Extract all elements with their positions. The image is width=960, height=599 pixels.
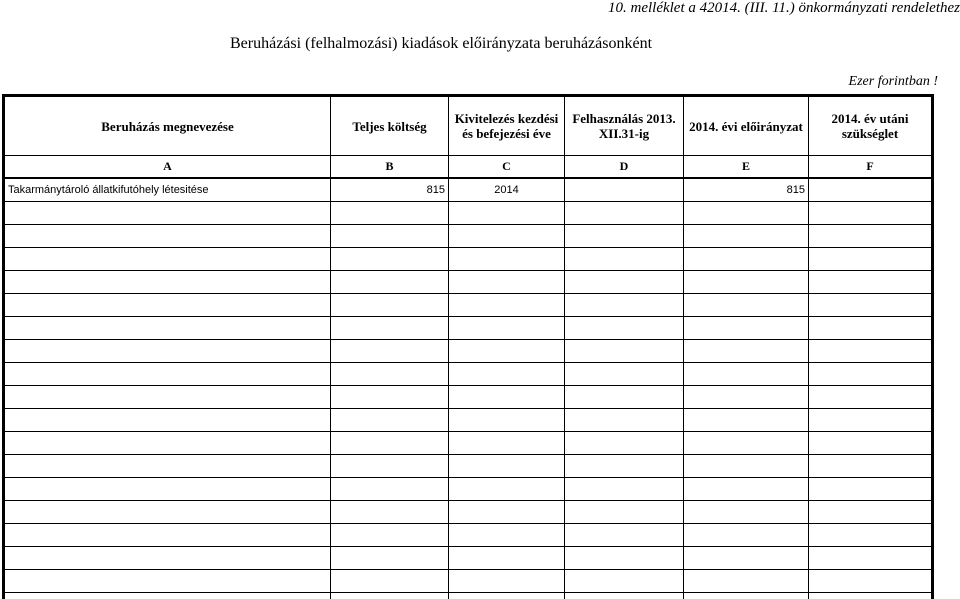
empty-row	[5, 432, 932, 455]
column-letter-row	[5, 156, 932, 179]
empty-cell[interactable]	[331, 478, 449, 501]
empty-row	[5, 225, 932, 248]
empty-cell[interactable]	[809, 455, 932, 478]
empty-cell[interactable]	[565, 455, 684, 478]
empty-cell[interactable]	[449, 386, 565, 409]
empty-cell[interactable]	[809, 570, 932, 593]
header-cell: Felhasználás 2013. XII.31-ig	[565, 97, 684, 156]
empty-cell[interactable]	[809, 478, 932, 501]
empty-row	[5, 593, 932, 599]
investment-table-container	[2, 94, 934, 599]
empty-row	[5, 317, 932, 340]
empty-cell[interactable]	[684, 501, 809, 524]
empty-cell[interactable]	[5, 248, 331, 271]
empty-cell[interactable]	[565, 386, 684, 409]
empty-cell[interactable]	[684, 432, 809, 455]
empty-cell[interactable]	[565, 478, 684, 501]
empty-cell[interactable]	[809, 202, 932, 225]
empty-cell[interactable]	[449, 317, 565, 340]
empty-cell[interactable]	[809, 593, 932, 599]
empty-cell[interactable]	[809, 524, 932, 547]
table-row	[5, 178, 932, 202]
empty-cell[interactable]	[331, 570, 449, 593]
table-cell[interactable]	[809, 178, 932, 202]
table-cell[interactable]: 2014	[449, 178, 565, 202]
table-cell[interactable]: 815	[331, 178, 449, 202]
empty-cell[interactable]	[565, 225, 684, 248]
empty-cell[interactable]	[565, 363, 684, 386]
empty-row	[5, 501, 932, 524]
empty-cell[interactable]	[449, 248, 565, 271]
empty-cell[interactable]	[449, 478, 565, 501]
empty-cell[interactable]	[565, 202, 684, 225]
empty-cell[interactable]	[5, 478, 331, 501]
empty-cell[interactable]	[809, 317, 932, 340]
header-cell: Kivitelezés kezdési és befejezési éve	[449, 97, 565, 156]
column-letter: B	[331, 156, 449, 179]
empty-row	[5, 363, 932, 386]
empty-cell[interactable]	[331, 386, 449, 409]
investment-table	[4, 96, 932, 599]
empty-cell[interactable]	[331, 593, 449, 599]
empty-cell[interactable]	[449, 225, 565, 248]
empty-cell[interactable]	[809, 294, 932, 317]
empty-cell[interactable]	[449, 524, 565, 547]
empty-cell[interactable]	[565, 340, 684, 363]
table-cell[interactable]: Takarmánytároló állatkifutóhely létesitése	[5, 178, 331, 202]
empty-cell[interactable]	[809, 225, 932, 248]
empty-cell[interactable]	[5, 593, 331, 599]
empty-cell[interactable]	[684, 547, 809, 570]
empty-cell[interactable]	[331, 271, 449, 294]
empty-cell[interactable]	[331, 202, 449, 225]
empty-row	[5, 202, 932, 225]
empty-cell[interactable]	[565, 593, 684, 599]
empty-row	[5, 570, 932, 593]
empty-cell[interactable]	[684, 202, 809, 225]
header-cell: 2014. évi előirányzat	[684, 97, 809, 156]
empty-row	[5, 478, 932, 501]
empty-cell[interactable]	[449, 409, 565, 432]
empty-cell[interactable]	[684, 248, 809, 271]
empty-cell[interactable]	[5, 225, 331, 248]
empty-cell[interactable]	[5, 501, 331, 524]
empty-cell[interactable]	[809, 547, 932, 570]
empty-cell[interactable]	[449, 593, 565, 599]
unit-note: Ezer forintban !	[848, 74, 938, 89]
empty-cell[interactable]	[449, 294, 565, 317]
empty-row	[5, 524, 932, 547]
empty-cell[interactable]	[331, 547, 449, 570]
empty-cell[interactable]	[5, 202, 331, 225]
appendix-note: 10. melléklet a 42014. (III. 11.) önkormányzati rendelethez	[608, 0, 960, 16]
empty-cell[interactable]	[5, 570, 331, 593]
empty-cell[interactable]	[565, 524, 684, 547]
empty-cell[interactable]	[684, 593, 809, 599]
empty-cell[interactable]	[565, 501, 684, 524]
empty-cell[interactable]	[5, 524, 331, 547]
empty-cell[interactable]	[565, 271, 684, 294]
empty-cell[interactable]	[331, 455, 449, 478]
empty-cell[interactable]	[565, 570, 684, 593]
empty-cell[interactable]	[565, 317, 684, 340]
empty-cell[interactable]	[809, 386, 932, 409]
empty-cell[interactable]	[684, 271, 809, 294]
empty-row	[5, 455, 932, 478]
empty-cell[interactable]	[684, 363, 809, 386]
empty-cell[interactable]	[565, 248, 684, 271]
empty-cell[interactable]	[331, 432, 449, 455]
empty-cell[interactable]	[809, 340, 932, 363]
empty-cell[interactable]	[684, 340, 809, 363]
empty-row	[5, 248, 932, 271]
empty-cell[interactable]	[449, 363, 565, 386]
empty-cell[interactable]	[5, 432, 331, 455]
table-cell[interactable]: 815	[684, 178, 809, 202]
empty-cell[interactable]	[331, 340, 449, 363]
table-cell[interactable]	[565, 178, 684, 202]
empty-cell[interactable]	[331, 363, 449, 386]
empty-row	[5, 386, 932, 409]
empty-row	[5, 409, 932, 432]
empty-cell[interactable]	[449, 340, 565, 363]
empty-cell[interactable]	[809, 363, 932, 386]
empty-cell[interactable]	[565, 547, 684, 570]
column-letter: C	[449, 156, 565, 179]
empty-cell[interactable]	[684, 317, 809, 340]
empty-cell[interactable]	[684, 455, 809, 478]
empty-cell[interactable]	[684, 386, 809, 409]
empty-cell[interactable]	[449, 271, 565, 294]
empty-cell[interactable]	[809, 501, 932, 524]
empty-cell[interactable]	[565, 294, 684, 317]
empty-cell[interactable]	[331, 248, 449, 271]
empty-cell[interactable]	[5, 317, 331, 340]
header-cell: Teljes költség	[331, 97, 449, 156]
header-row	[5, 97, 932, 156]
empty-cell[interactable]	[331, 294, 449, 317]
empty-cell[interactable]	[449, 501, 565, 524]
document-title: Beruházási (felhalmozási) kiadások előirányzata beruházásonként	[230, 35, 653, 52]
empty-cell[interactable]	[449, 432, 565, 455]
column-letter: F	[809, 156, 932, 179]
empty-cell[interactable]	[684, 524, 809, 547]
empty-cell[interactable]	[809, 432, 932, 455]
empty-cell[interactable]	[5, 363, 331, 386]
column-letter: E	[684, 156, 809, 179]
empty-cell[interactable]	[331, 409, 449, 432]
empty-cell[interactable]	[809, 271, 932, 294]
empty-cell[interactable]	[684, 570, 809, 593]
empty-cell[interactable]	[809, 409, 932, 432]
column-letter: D	[565, 156, 684, 179]
empty-cell[interactable]	[5, 386, 331, 409]
empty-cell[interactable]	[5, 547, 331, 570]
header-cell: Beruházás megnevezése	[5, 97, 331, 156]
empty-cell[interactable]	[5, 271, 331, 294]
empty-cell[interactable]	[565, 409, 684, 432]
header-cell: 2014. év utáni szükséglet	[809, 97, 932, 156]
empty-row	[5, 271, 932, 294]
empty-cell[interactable]	[565, 432, 684, 455]
empty-cell[interactable]	[331, 524, 449, 547]
empty-cell[interactable]	[331, 317, 449, 340]
empty-cell[interactable]	[684, 294, 809, 317]
empty-cell[interactable]	[331, 501, 449, 524]
empty-cell[interactable]	[5, 455, 331, 478]
empty-cell[interactable]	[684, 225, 809, 248]
empty-cell[interactable]	[5, 340, 331, 363]
empty-cell[interactable]	[449, 547, 565, 570]
empty-cell[interactable]	[331, 225, 449, 248]
empty-row	[5, 547, 932, 570]
empty-cell[interactable]	[449, 455, 565, 478]
empty-cell[interactable]	[684, 409, 809, 432]
empty-cell[interactable]	[5, 409, 331, 432]
empty-row	[5, 294, 932, 317]
empty-cell[interactable]	[449, 570, 565, 593]
empty-row	[5, 340, 932, 363]
empty-cell[interactable]	[809, 248, 932, 271]
empty-cell[interactable]	[684, 478, 809, 501]
column-letter: A	[5, 156, 331, 179]
empty-cell[interactable]	[449, 202, 565, 225]
empty-cell[interactable]	[5, 294, 331, 317]
